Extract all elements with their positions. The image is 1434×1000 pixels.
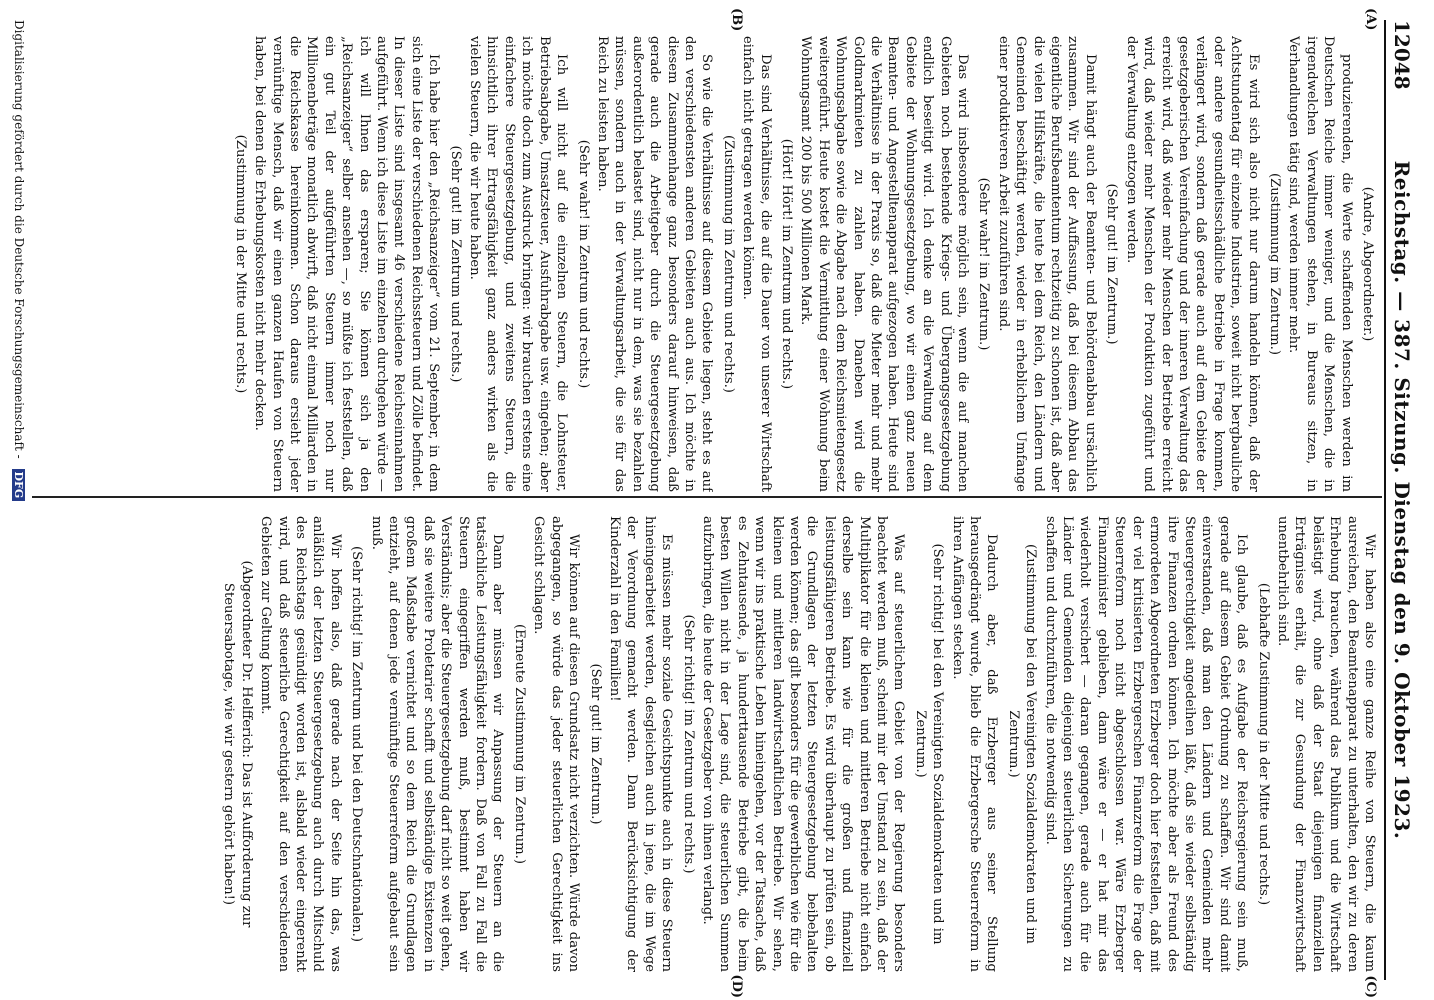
paragraph: Ich glaube, daß es Aufgabe der Reichsregierung sein muß, gerade auf diesem Gebiet Ordnung zu schaffen. Wir sind damit einverstanden, daß man den Ländern und Gemeinden mehr Steuergerechtigkeit angedeihen läßt, daß sie wieder selbständig ihre Finanzen ordnen können. Ich möchte aber als Freund des ermordeten Abgeordneten Erzberger doch hier feststellen, daß mit der viel kritisierten Erzbergerschen Finanzreform die Frage der Steuerreform noch nicht abgeschlossen war. Wäre Erzberger Finanzminister geblieben, dann wäre er — er hat mir das wiederholt versichert — daran gegangen, gerade auch für die Länder und Gemeinden diejenigen steuerlichen Sicherungen zu schaffen und durchzuführen, die notwendig sind. [1042,516,1250,972]
interjection: (Sehr richtig! im Zentrum und bei den Deutschnationalen.) [349,545,365,943]
paragraph: Das wird insbesondere möglich sein, wenn die auf manchen Gebieten noch bestehende Kriegs- und Übergangsgesetzgebung endlich beseitigt wird. Ich denke an die Verwaltung auf dem Gebiete der Wohnungsgesetzgebung, wo wir einen ganz neuen Beamten- und Angestelltenapparat aufgezogen haben. Heute sind die Verhältnisse in der Praxis so, daß die Mieter mehr und mehr Goldmarkmieten zu zahlen haben. Daneben wird die Wohnungsabgabe sowie die Abgabe nach dem Reichsmietengesetz weitergeführt. Heute kostet die Vermittlung einer Wohnung beim Wohnungsamt 200 bis 500 Millionen Mark. [798,36,971,492]
paragraph: Wir können auf diesen Grundsatz nicht verzichten. Würde davon abgegangen, so würde das jeder steuerlichen Gerechtigkeit ins Gesicht schlagen. [531,516,582,972]
paragraph: Es wird sich also nicht nur darum handeln können, daß der Achtstundentag für einzelne Industrien, soweit nicht bergbauliche oder andere gesundheitsschädliche Betriebe in Frage kommen, verlängert wird, sondern daß gerade auch auf dem Gebiete der gesetzgeberischen Vereinfachung und der inneren Verwaltung das erreicht wird, daß wieder mehr Menschen der Betriebe erreicht wird, daß wieder mehr Menschen der Produktion zugeführt und der Verwaltung entzogen werden. [1123,36,1261,492]
paragraph: Es müssen mehr soziale Gesichtspunkte auch in diese Steuern hineingearbeitet werden, desgleichen auch in jene, die im Wege der Verordnung gemacht werden. Dann Berücksichtigung der Kinderzahl in den Familien! [606,516,675,972]
paragraph: Das sind Verhältnisse, die auf die Dauer von unserer Wirtschaft einfach nicht getragen werden können. [740,36,773,492]
page-number: 12048 [1390,20,1414,90]
paragraph: Wir haben also eine ganze Reihe von Steuern, die kaum ausreichen, den Beamtenapparat zu unterhalten, den wir zu deren Erhebung brauchen, während das Publikum und die Wirtschaft belästigt wird, ohne daß der Staat diejenigen finanziellen Erträgnisse erhält, die zur Gesundung der Finanzwirtschaft unentbehrlich sind. [1274,516,1377,972]
interjection: (Sehr richtig! im Zentrum und rechts.) [680,614,696,874]
interjection: (Andre, Abgeordneter.) [1360,186,1375,342]
interjection: (Zustimmung bei den Vereinigten Sozialdemokraten und im Zentrum.) [1005,544,1039,944]
interjection: (Zustimmung in der Mitte und rechts.) [232,134,248,394]
column-divider [32,496,1382,498]
margin-mark-a: (A) [1363,8,1378,31]
interjection: (Sehr wahr! im Zentrum und rechts.) [575,139,591,389]
paragraph: Ich habe hier den „Reichsanzeiger“ vom 21. September, in dem sich eine Liste der verschiedenen Reichssteuern und Zölle befindet. In dieser Liste sind insgesamt 46 verschiedene Reichseinnahmen aufgeführt. Wenn ich diese Liste im einzelnen durchgehen würde — ich will Ihnen das ersparen; Sie können sich ja den „Reichsanzeiger“ selber ansehen —, so müßte ich feststellen, daß ein gut Teil der aufgeführten Steuern immer noch nur Millionenbeträge monatlich abwirft, daß nicht einmal Milliarden in die Reichskasse hereinkommen. Schon daraus ersieht jeder vernünftige Mensch, daß wir einen ganzen Haufen von Steuern haben, bei denen die Erhebungskosten nicht mehr decken. [252,36,442,492]
paragraph: Damit hängt auch der Beamten- und Behördenabbau ursächlich zusammen. Wir sind der Auffassung, daß bei diesem Abbau das eigentliche Berufsbeamtentum rechtzeitig zu schonen ist, daß aber die vielen Hilfskräfte, die heute bei dem Reich, den Ländern und Gemeinden beschäftigt werden, wieder in erheblichem Umfange einer produktiveren Arbeit zuzuführen sind. [995,36,1098,492]
interjection: (Erneute Zustimmung im Zentrum.) [511,623,527,865]
right-column [40,516,1378,972]
interjection: (Zustimmung im Zentrum.) [1266,172,1282,356]
interjection: (Sehr gut! im Zentrum.) [1104,183,1120,345]
paragraph: produzierenden, die Werte schaffenden Menschen werden im Deutschen Reiche immer weniger, und die Menschen, die in irgendwelchen Verwaltungen stehen, in Bureaus sitzen, in Verhandlungen tätig sind, werden immer mehr. [1286,36,1354,492]
header-rule [1384,20,1386,980]
interjection: (Hört! Hört! im Zentrum und rechts.) [779,138,794,390]
interjection: (Sehr wahr! im Zentrum.) [976,177,992,351]
page-title: Reichstag. — 387. Sitzung. Dienstag den 9. Oktober 1923. [1390,160,1414,840]
interjection: (Sehr gut! im Zentrum.) [587,663,603,825]
interjection: (Zustimmung im Zentrum und rechts.) [720,135,736,393]
interjection: (Sehr gut! im Zentrum und rechts.) [447,145,463,383]
paragraph: So wie die Verhältnisse auf diesem Gebiete liegen, steht es auf den verschiedensten anderen Gebieten auch aus. Ich möchte in diesem Zusammenhange ganz besonders darauf hinweisen, daß gerade auch die Arbeitgeber durch die Steuergesetzgebung außerordentlich belastet sind, nicht nur in dem, was sie bezahlen müssen, sondern auch in der Verwaltungsarbeit, die sie für das Reich zu leisten haben. [594,36,715,492]
paragraph: Dadurch aber, daß Erzberger aus seiner Stellung herausgedrängt wurde, blieb die Erzbergersche Steuerreform in ihren Anfängen stecken. [949,516,1000,972]
footer-text: Digitalisierung gefördert durch die Deutsche Forschungsgemeinschaft - [12,20,26,459]
dfg-logo: DFG [12,469,25,502]
page-header [1382,20,1422,980]
left-column [40,36,1378,492]
paragraph: Dann aber müssen wir Anpassung der Steuern an die tatsächliche Leistungsfähigkeit fordern. Daß von Fall zu Fall die Steuern eingegriffen werden muß, bestimmt haben wir Verständnis; aber die Steuergesetzgebung darf nicht so weit gehen, daß sie weitere Proletarier schafft und selbständige Existenzen in großem Maßstabe vernichtet und so dem Reich die Grundlagen entzieht, auf denen jede vernünftige Steuerreform aufgebaut sein muß. [368,516,506,972]
digitization-footer [12,20,26,501]
margin-mark-c: (C) [1363,975,1378,998]
interjection: (Abgeordneter Dr. Helfferich: Das ist Aufforderung zur Steuersabotage, wie wir gestern gehört haben!) [221,560,254,928]
interjection: (Lebhafte Zustimmung in der Mitte und rechts.) [1255,582,1271,906]
margin-mark-b: (B) [729,8,744,32]
paragraph: Ich will nicht auf die einzelnen Steuern, die Lohnsteuer, Betriebsabgabe, Umsatzsteuer, Ausfuhrabgabe usw. eingehen; aber ich möchte doch zum Ausdruck bringen: wir brauchen erstens eine einfachere Steuergesetzgebung, und zweitens Steuern, die hinsichtlich ihrer Ertragsfähigkeit ganz anders wirken als die vielen Steuern, die wir heute haben. [467,36,570,492]
interjection: (Sehr richtig! bei den Vereinigten Sozialdemokraten und im Zentrum.) [912,543,946,945]
paragraph: Was auf steuerlichem Gebiet von der Regierung besonders beachtet werden muß, scheint mir der Umstand zu sein, daß der Multiplikator für die kleinen und mittleren Betriebe nicht einfach derselbe sein kann wie für die großen und finanziell leistungsfähigeren Betriebe. Es wird überhaupt zu prüfen sein, ob die Grundlagen der letzten Steuergesetzgebung beibehalten werden können; das gilt besonders für die gewerblichen wie für die kleinen und mittleren landwirtschaftlichen Betriebe. Wir sehen, wenn wir ins praktische Leben hineingehen, vor der Tatsache, daß es Zehntausende, ja hunderttausende Betriebe gibt, die beim besten Willen nicht in der Lage sind, die steuerlichen Summen aufzubringen, die heute der Gesetzgeber von ihnen verlangt. [699,516,907,972]
paragraph: Wir hoffen also, daß gerade nach der Seite hin das, was anläßlich der letzten Steuergesetzgebung auch durch Mitschuld des Reichstags gesündigt worden ist, alsbald wieder eingerenkt wird, und daß steuerliche Gerechtigkeit auf den verschiedenen Gebieten zur Geltung kommt. [258,516,343,972]
margin-mark-d: (D) [729,974,744,998]
